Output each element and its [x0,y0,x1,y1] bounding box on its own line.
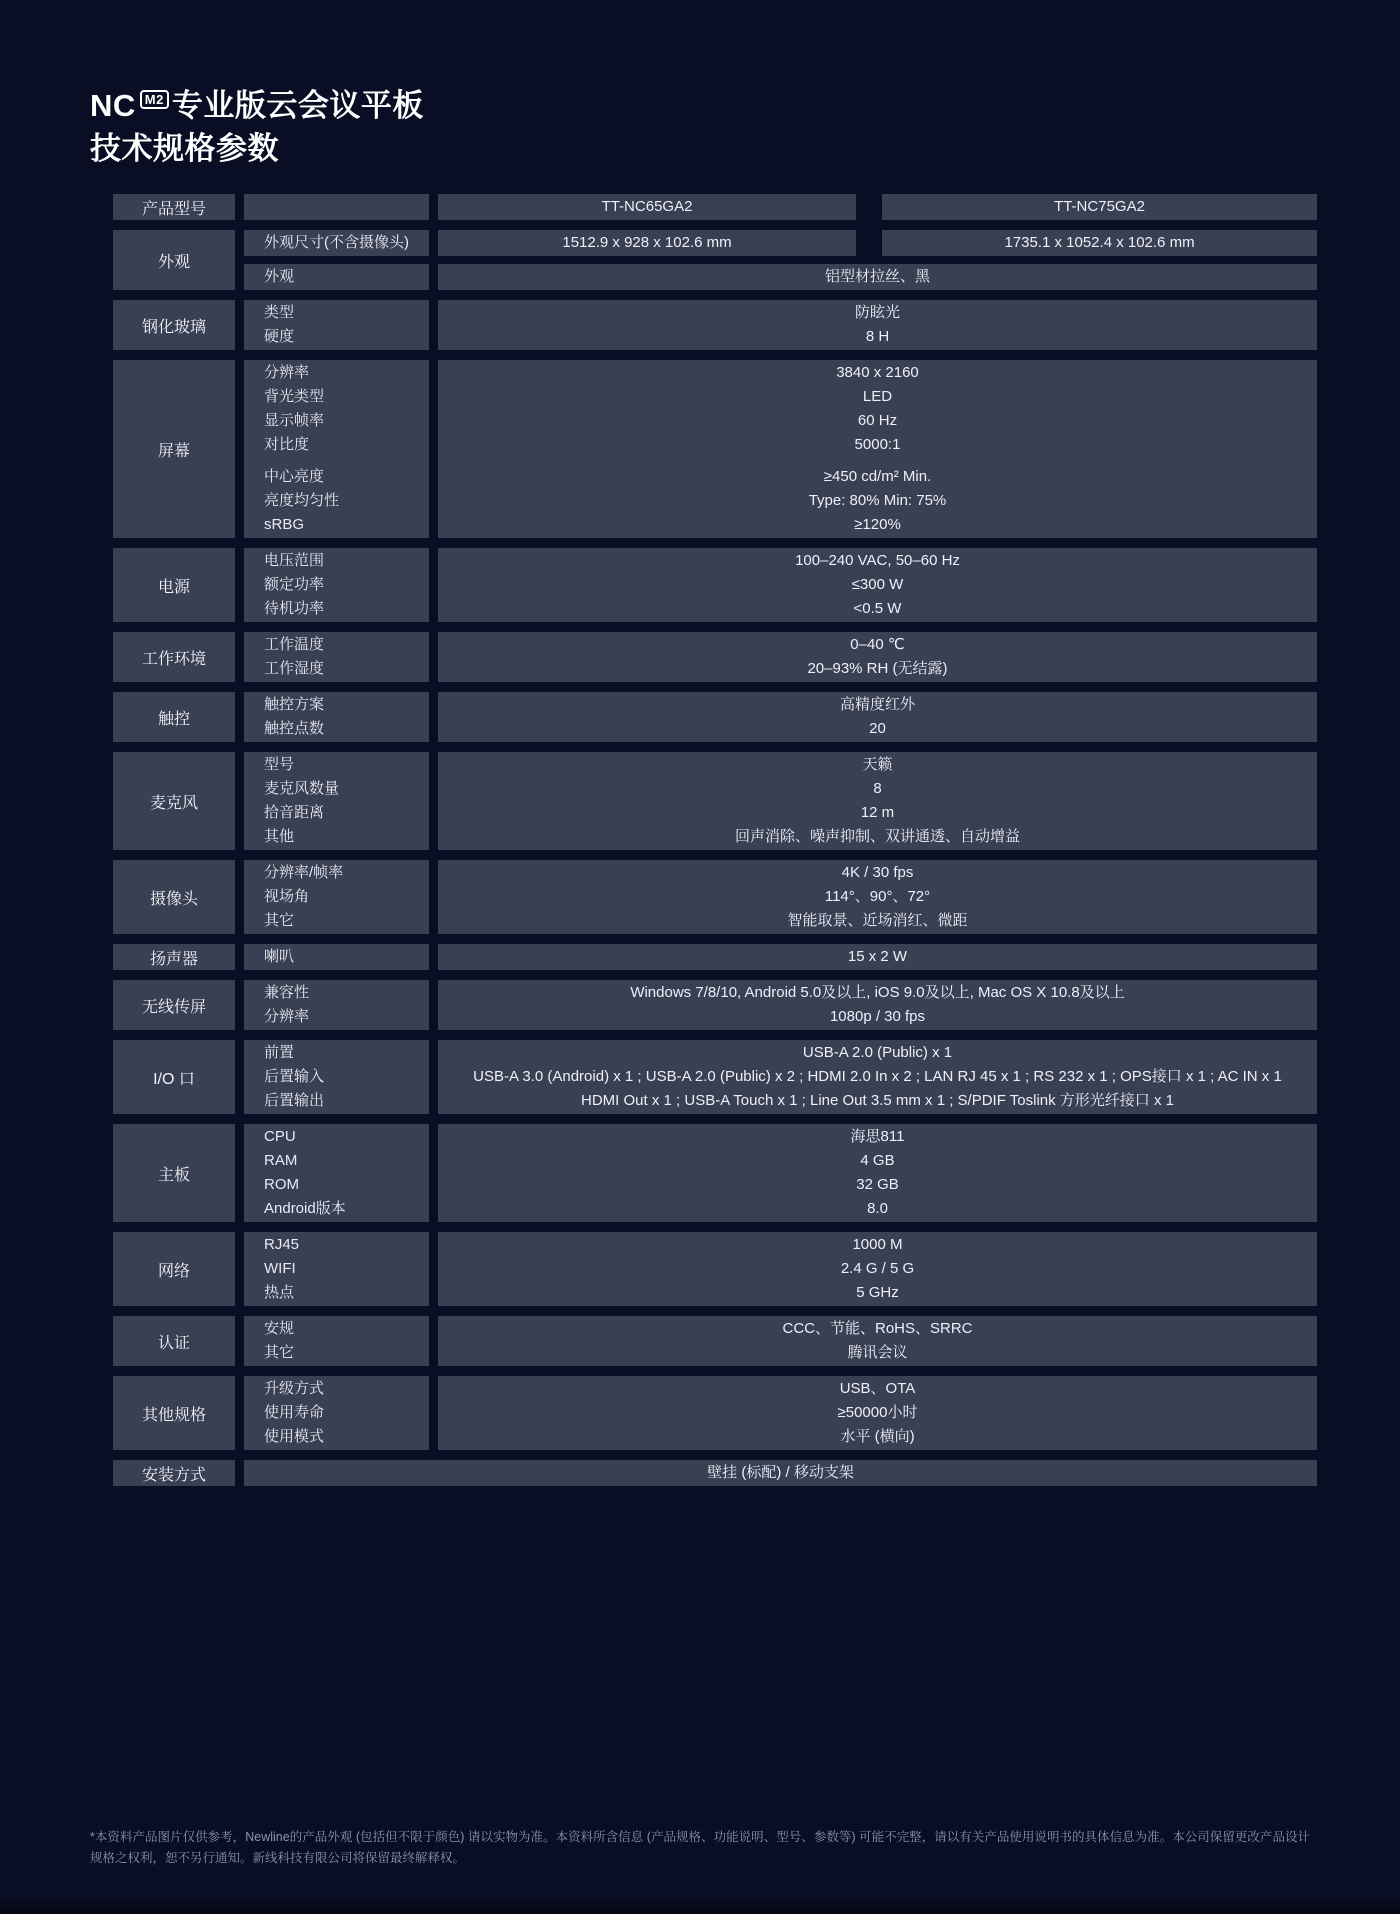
spec-value: 114°、90°、72° [824,888,931,905]
section-row [113,1040,1317,1114]
spec-value: 8 [873,780,882,797]
spec-value: 15 x 2 W [847,948,908,965]
spec-label: 触控方案 [264,696,325,713]
category-cell: 产品型号 [113,194,235,220]
category-cell: 屏幕 [113,360,235,538]
spec-subrow [244,230,1317,256]
spec-value-cell [438,944,1317,970]
section-row [113,1316,1317,1366]
spec-value-cell [438,980,1317,1030]
spec-label: 后置输入 [264,1068,325,1085]
spec-value-group [438,861,1317,933]
spec-label-group [264,301,423,349]
spec-label-cell [244,1316,429,1366]
spec-label-group [264,945,423,969]
spec-label: RJ45 [264,1236,300,1253]
section-subrows [244,1376,1317,1450]
spec-value-cell [438,300,1317,350]
spec-label-group [264,861,423,933]
spec-value: 20–93% RH (无结露) [807,660,948,677]
spec-value-cell [438,860,1317,934]
spec-value-cell [438,360,1317,538]
category-cell: 认证 [113,1316,235,1366]
section-subrows [244,1232,1317,1306]
spec-value: 1000 M [852,1236,903,1253]
spec-label: 拾音距离 [264,804,325,821]
spec-value: 4K / 30 fps [841,864,914,881]
section-subrows [244,752,1317,850]
spec-subrow [244,1040,1317,1114]
spec-value-group [438,549,1317,621]
spec-value: 20 [869,720,886,737]
spec-value: 水平 (横向) [840,1428,915,1445]
spec-subrow [244,1376,1317,1450]
spec-value-cell [438,1316,1317,1366]
spec-label-cell [244,632,429,682]
spec-value: 5 GHz [856,1284,899,1301]
spec-value: 5000:1 [854,436,901,453]
spec-value: 2.4 G / 5 G [840,1260,915,1277]
spec-label: 硬度 [264,328,295,345]
category-cell: 外观 [113,230,235,290]
title-product-prefix: NC [90,88,136,123]
spec-label-group [264,1233,423,1305]
spec-label: 其它 [264,912,295,929]
spec-label: 工作温度 [264,636,325,653]
category-cell: I/O 口 [113,1040,235,1114]
spec-label-group [264,195,423,219]
section-row [113,944,1317,970]
section-row [113,360,1317,538]
section-subrows [244,360,1317,538]
spec-value: 腾讯会议 [847,1344,908,1361]
spec-label-cell [244,980,429,1030]
section-row [113,300,1317,350]
section-subrows [244,1316,1317,1366]
spec-value: TT-NC75GA2 [1054,198,1145,215]
spec-value: TT-NC65GA2 [601,198,693,215]
spec-label: Android版本 [264,1200,346,1217]
spec-label: CPU [264,1128,296,1145]
spec-value-group [438,753,1317,849]
spec-subrow [244,360,1317,538]
spec-label-cell [244,1040,429,1114]
spec-label: 兼容性 [264,984,310,1001]
page-subtitle: 技术规格参数 [90,131,279,166]
spec-value: 1080p / 30 fps [829,1008,926,1025]
category-cell: 麦克风 [113,752,235,850]
spec-value-group [438,633,1317,681]
spec-label: 工作湿度 [264,660,325,677]
spec-value: 智能取景、近场消红、微距 [787,912,968,929]
spec-label-group [264,1041,423,1113]
section-row [113,860,1317,934]
category-cell: 无线传屏 [113,980,235,1030]
spec-value-cell-right [882,194,1317,220]
spec-value: CCC、节能、RoHS、SRRC [782,1320,973,1337]
spec-value-cell [438,1232,1317,1306]
spec-table [113,194,1317,1486]
spec-label-cell [244,1124,429,1222]
spec-label-group [264,465,423,537]
spec-label-group [264,633,423,681]
spec-subrow [244,944,1317,970]
spec-subrow [244,1460,1317,1486]
spec-value-group [438,361,1317,457]
section-row [113,548,1317,622]
spec-value: USB-A 2.0 (Public) x 1 [802,1044,953,1061]
spec-label [264,195,423,219]
spec-label: 分辨率/帧率 [264,864,344,881]
spec-subrow [244,1124,1317,1222]
spec-subrow [244,1232,1317,1306]
spec-label-cell [244,194,429,220]
spec-label-cell [244,230,429,256]
spec-value-group [438,1041,1317,1113]
spec-subrow [244,548,1317,622]
spec-value: Type: 80% Min: 75% [808,492,947,509]
spec-label: 安规 [264,1320,295,1337]
footer-disclaimer: *本资料产品图片仅供参考，Newline的产品外观 (包括但不限于颜色) 请以实物为准。本资料所含信息 (产品规格、功能说明、型号、参数等) 可能不完整，请以有关产品使用说明书的具体信息为准。本公司保留更改产品设计规格之权利，恕不另行通知。新线科技有限公司将保留最终解释权。 [90,1830,1310,1865]
spec-value: 海思811 [850,1128,905,1145]
section-row [113,1376,1317,1450]
category-cell: 摄像头 [113,860,235,934]
spec-label: 喇叭 [264,948,295,965]
spec-subrow [244,692,1317,742]
spec-value: HDMI Out x 1 ; USB-A Touch x 1 ; Line Out 3.5 mm x 1 ; S/PDIF Toslink 方形光纤接口 x 1 [581,1092,1174,1109]
category-cell: 其他规格 [113,1376,235,1450]
spec-label-group [264,549,423,621]
spec-value-cell [438,1124,1317,1222]
spec-label: 使用模式 [264,1428,325,1445]
spec-label: ROM [264,1176,299,1193]
spec-label: 麦克风数量 [264,780,340,797]
spec-label-group [264,1317,423,1365]
spec-value-cell [438,1040,1317,1114]
spec-label: 型号 [264,756,295,773]
spec-label: sRBG [264,516,305,533]
spec-label-group [264,1125,423,1221]
spec-value-group [438,1125,1317,1221]
spec-value: USB-A 3.0 (Android) x 1 ; USB-A 2.0 (Public) x 2 ; HDMI 2.0 In x 2 ; LAN RJ 45 x 1 ; RS 232 x 1 ; OPS接口 x 1 ; AC IN x 1 [473,1068,1282,1085]
spec-label: 前置 [264,1044,295,1061]
spec-subrow [244,860,1317,934]
spec-value-group [244,1461,1317,1485]
spec-value-cell [244,1460,1317,1486]
spec-label-group [264,693,423,741]
section-subrows [244,980,1317,1030]
spec-label: RAM [264,1152,298,1169]
section-row [113,752,1317,850]
spec-label: 显示帧率 [264,412,325,429]
section-row [113,1460,1317,1486]
spec-value-group [438,981,1317,1029]
spec-label: WIFI [264,1260,296,1277]
spec-subrow [244,980,1317,1030]
spec-value: 4 GB [860,1152,895,1169]
spec-value: 壁挂 (标配) / 移动支架 [707,1464,854,1481]
spec-value: Windows 7/8/10, Android 5.0及以上, iOS 9.0及以上, Mac OS X 10.8及以上 [630,984,1125,1001]
spec-label-group [264,981,423,1029]
title-product-suffix: 专业版云会议平板 [171,88,424,123]
section-subrows [244,1124,1317,1222]
section-row [113,194,1317,220]
spec-value: <0.5 W [853,600,902,617]
spec-label: 热点 [264,1284,295,1301]
spec-value: ≥450 cd/m² Min. [823,468,932,485]
section-subrows [244,300,1317,350]
spec-label-cell [244,860,429,934]
spec-value-group [438,265,1317,289]
spec-value-group [438,301,1317,349]
spec-label: 背光类型 [264,388,325,405]
spec-label-cell [244,300,429,350]
spec-label: 分辨率 [264,364,310,381]
spec-value: USB、OTA [839,1380,916,1397]
spec-value-cell [438,752,1317,850]
spec-value: 12 m [860,804,895,821]
section-row [113,692,1317,742]
spec-label: 额定功率 [264,576,325,593]
spec-subrow [244,632,1317,682]
spec-value-cell [438,632,1317,682]
section-subrows [244,548,1317,622]
section-subrows [244,230,1317,290]
spec-label: 分辨率 [264,1008,310,1025]
section-subrows [244,1040,1317,1114]
spec-label: 外观 [264,268,295,285]
spec-subrow [244,752,1317,850]
spec-label-cell [244,944,429,970]
spec-label-cell [244,752,429,850]
page-title [90,84,1400,127]
spec-label-cell [244,1376,429,1450]
spec-value: 32 GB [856,1176,899,1193]
category-cell: 网络 [113,1232,235,1306]
spec-label: 中心亮度 [264,468,325,485]
section-row [113,632,1317,682]
spec-label: 触控点数 [264,720,325,737]
section-subrows [244,194,1317,220]
spec-label: 类型 [264,304,295,321]
spec-value: 防眩光 [854,304,900,321]
m2-badge: M2 [140,90,169,109]
category-cell: 电源 [113,548,235,622]
spec-label: 升级方式 [264,1380,325,1397]
spec-label: 使用寿命 [264,1404,325,1421]
spec-value-cell-left [438,230,856,256]
spec-value: 60 Hz [857,412,898,429]
spec-subrow [244,264,1317,290]
spec-subrow [244,300,1317,350]
spec-value: 回声消除、噪声抑制、双讲通透、自动增益 [734,828,1020,845]
spec-subrow [244,1316,1317,1366]
spec-label: 视场角 [264,888,310,905]
spec-value: 8.0 [867,1200,888,1217]
spec-value-cell [438,1376,1317,1450]
spec-label-group [264,1377,423,1449]
section-subrows [244,632,1317,682]
category-cell: 安装方式 [113,1460,235,1486]
spec-label: 外观尺寸(不含摄像头) [264,234,409,251]
section-row [113,980,1317,1030]
spec-value: 铝型材拉丝、黑 [824,268,930,285]
spec-value-cell-right [882,230,1317,256]
category-cell: 钢化玻璃 [113,300,235,350]
spec-label: 对比度 [264,436,310,453]
spec-value-cell [438,548,1317,622]
spec-label-cell [244,264,429,290]
section-subrows [244,1460,1317,1486]
section-subrows [244,692,1317,742]
section-row [113,1232,1317,1306]
spec-value: ≤300 W [851,576,904,593]
spec-label-group [264,753,423,849]
category-cell: 触控 [113,692,235,742]
spec-value: 100–240 VAC, 50–60 Hz [795,552,960,569]
spec-label-group [264,265,423,289]
spec-value: 0–40 ℃ [850,636,905,653]
category-cell: 主板 [113,1124,235,1222]
spec-subrow [244,194,1317,220]
spec-label-group [264,231,423,255]
section-subrows [244,860,1317,934]
spec-value-group [438,945,1317,969]
spec-value-group [438,1317,1317,1365]
spec-value-group [438,1233,1317,1305]
spec-label-cell [244,692,429,742]
spec-value-group [438,1377,1317,1449]
spec-label-cell [244,548,429,622]
spec-value-group [438,465,1317,537]
spec-label: 待机功率 [264,600,325,617]
spec-value: 1512.9 x 928 x 102.6 mm [562,234,732,251]
spec-value: 高精度红外 [839,696,915,713]
spec-label: 后置输出 [264,1092,325,1109]
spec-value-cell-left [438,194,856,220]
spec-value: 天籁 [862,756,893,773]
spec-value: ≥50000小时 [837,1404,918,1421]
spec-value: 1735.1 x 1052.4 x 102.6 mm [1004,234,1195,251]
spec-label-cell [244,360,429,538]
category-cell: 扬声器 [113,944,235,970]
spec-label-group [264,361,423,457]
section-row [113,1124,1317,1222]
spec-value: LED [862,388,893,405]
spec-label: 其它 [264,1344,295,1361]
category-cell: 工作环境 [113,632,235,682]
spec-value-cell [438,264,1317,290]
spec-label: 电压范围 [264,552,325,569]
title-block [0,0,1400,170]
spec-value: ≥120% [854,516,901,533]
section-subrows [244,944,1317,970]
spec-value: 3840 x 2160 [836,364,919,381]
spec-label-cell [244,1232,429,1306]
spec-value: 8 H [865,328,890,345]
section-row [113,230,1317,290]
spec-label: 其他 [264,828,295,845]
spec-value-cell [438,692,1317,742]
spec-label: 亮度均匀性 [264,492,340,509]
spec-value-group [438,693,1317,741]
